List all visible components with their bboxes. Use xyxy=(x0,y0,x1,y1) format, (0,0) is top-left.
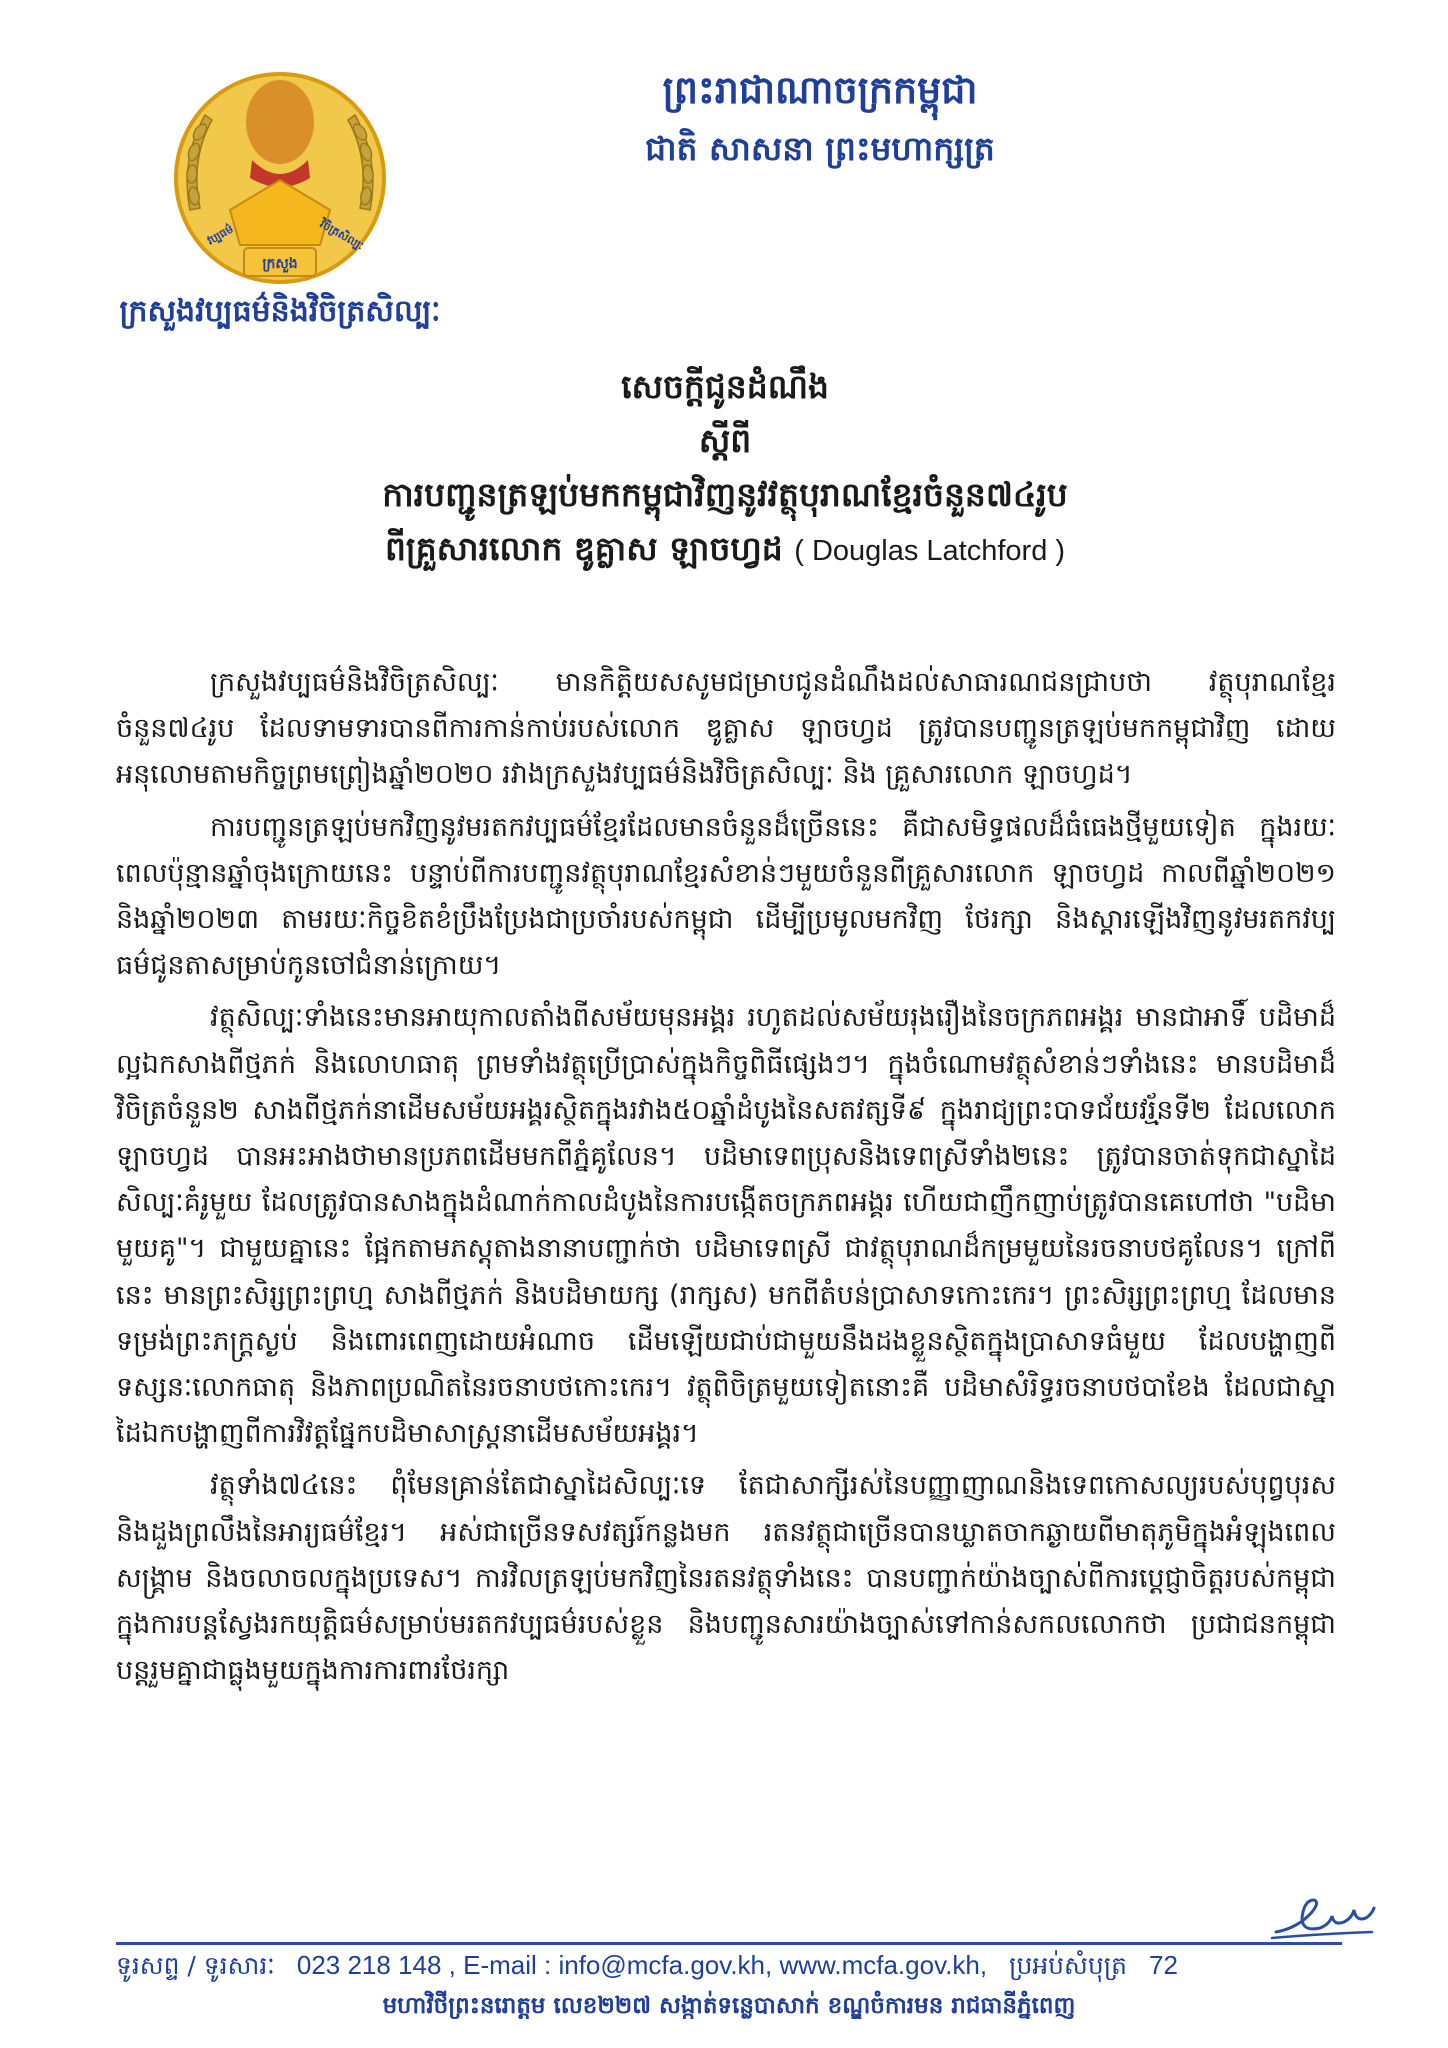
title-line-4 xyxy=(120,522,1330,578)
footer-address: មហាវិថីព្រះនរោត្តម លេខ២២៧ សង្កាត់ទន្លេបាសាក់ ខណ្ឌចំការមន រាជធានីភ្នំពេញ xyxy=(382,1993,1076,2019)
footer-phone-email: 023 218 148 , E-mail : info@mcfa.gov.kh, www.mcfa.gov.kh, xyxy=(296,1950,988,1980)
footer-phone-label: ទូរសព្ទ / ទូរសារៈ xyxy=(116,1951,275,1980)
kingdom-line: ព្រះរាជាណាចក្រកម្ពុជា xyxy=(662,68,978,112)
paragraph-2: ការបញ្ជូនត្រឡប់មកវិញនូវមរតកវប្បធម៌ខ្មែរដែលមានចំនួនដ៏ច្រើននេះ គឺជាសមិទ្ធផលដ៏ធំធេងថ្មីមួយទៀត ក្នុងរយៈពេលប៉ុន្មានឆ្នាំចុងក្រោយនេះ បន្ទាប់ពីការបញ្ជូនវត្ថុបុរាណខ្មែរសំខាន់ៗមួយចំនួនពីគ្រួសារលោក ឡាចហ្វដ កាលពីឆ្នាំ២០២១ និងឆ្នាំ២០២៣ តាមរយៈកិច្ចខិតខំប្រឹងប្រែងជាប្រចាំរបស់កម្ពុជា ដើម្បីប្រមូលមកវិញ ថែរក្សា និងស្តារឡើងវិញនូវមរតកវប្បធម៌ជូនតាសម្រាប់កូនចៅជំនាន់ក្រោយ។ xyxy=(116,811,1336,982)
paragraph-3: វត្ថុសិល្បៈទាំងនេះមានអាយុកាលតាំងពីសម័យមុនអង្គរ រហូតដល់សម័យរុងរឿងនៃចក្រភពអង្គរ មានជាអាទិ៍ បដិមាដ៏ល្អឯកសាងពីថ្មភក់ និងលោហធាតុ ព្រមទាំងវត្ថុប្រើប្រាស់ក្នុងកិច្ចពិធីផ្សេងៗ។ ក្នុងចំណោមវត្ថុសំខាន់ៗទាំងនេះ មានបដិមាដ៏វិចិត្រចំនួន២ សាងពីថ្មភក់នាដើមសម័យអង្គរស្ថិតក្នុងរវាង៥០ឆ្នាំដំបូងនៃសតវត្សទី៩ ក្នុងរាជ្យព្រះបាទជ័យវរ្ម័នទី២ ដែលលោក ឡាចហ្វដ បានអះអាងថាមានប្រភពដើមមកពីភ្នំគូលែន។ បដិមាទេពប្រុសនិងទេពស្រីទាំង២នេះ ត្រូវបានចាត់ទុកជាស្នាដៃសិល្បៈគំរូមួយ ដែលត្រូវបានសាងក្នុងដំណាក់កាលដំបូងនៃការបង្កើតចក្រភពអង្គរ ហើយជាញឹកញាប់ត្រូវបានគេហៅថា "បដិមាមួយគូ"។ ជាមួយគ្នានេះ ផ្អែកតាមភស្តុតាងនានាបញ្ជាក់ថា បដិមាទេពស្រី ជាវត្ថុបុរាណដ៏កម្រមួយនៃរចនាបថគូលែន។ ក្រៅពីនេះ មានព្រះសិរ្សព្រះព្រហ្ម សាងពីថ្មភក់ និងបដិមាយក្ស (រាក្សស) មកពីតំបន់ប្រាសាទកោះកេរ។ ព្រះសិរ្សព្រះព្រហ្ម ដែលមានទម្រង់ព្រះភក្ត្រស្ងប់ និងពោរពេញដោយអំណាច ដើមឡើយជាប់ជាមួយនឹងដងខ្លួនស្ថិតក្នុងប្រាសាទធំមួយ ដែលបង្ហាញពីទស្សនៈលោកធាតុ និងភាពប្រណិតនៃរចនាបថកោះកេរ។ វត្ថុពិចិត្រមួយទៀតនោះគឺ បដិមាសំរិទ្ធរចនាបថបាខែង ដែលជាស្នាដៃឯកបង្ហាញពីការវិវត្តផ្នែកបដិមាសាស្រ្តនាដើមសម័យអង្គរ។ xyxy=(116,1002,1336,1450)
announcement-title xyxy=(120,360,1330,578)
title-line-1: សេចក្ដីជូនដំណឹង xyxy=(621,367,829,406)
announcement-body xyxy=(116,660,1336,1700)
signature-mark xyxy=(1268,1888,1378,1942)
logo-right-text: វិចិត្រសិល្បៈ xyxy=(317,217,366,253)
title-line-2: ស្ដីពី xyxy=(698,421,752,460)
paragraph-1: ក្រសួងវប្បធម៌និងវិចិត្រសិល្បៈ មានកិត្តិយសសូមជម្រាបជូនដំណឹងដល់សាធារណជនជ្រាបថា វត្ថុបុរាណខ្មែរចំនួន៧៤រូប ដែលទាមទារបានពីការកាន់កាប់របស់លោក ឌូគ្លាស ឡាចហ្វដ ត្រូវបានបញ្ជូនត្រឡប់មកកម្ពុជាវិញ ដោយអនុលោមតាមកិច្ចព្រមព្រៀងឆ្នាំ២០២០ រវាងក្រសួងវប្បធម៌និងវិចិត្រសិល្បៈ និង គ្រួសារលោក ឡាចហ្វដ។ xyxy=(116,667,1336,791)
footer-mailbox-number: 72 xyxy=(1149,1950,1178,1980)
paragraph-4: វត្ថុទាំង៧៤នេះ ពុំមែនគ្រាន់តែជាស្នាដៃសិល្បៈទេ តែជាសាក្សីរស់នៃបញ្ញាញាណនិងទេពកោសល្យរបស់បុព្វបុរស និងដួងព្រលឹងនៃអារ្យធម៌ខ្មែរ។ អស់ជាច្រើនទសវត្សរ៍កន្លងមក រតនវត្ថុជាច្រើនបានឃ្លាតចាកឆ្ងាយពីមាតុភូមិក្នុងអំឡុងពេលសង្គ្រាម និងចលាចលក្នុងប្រទេស។ ការវិលត្រឡប់មកវិញនៃរតនវត្ថុទាំងនេះ បានបញ្ជាក់យ៉ាងច្បាស់ពីការប្តេជ្ញាចិត្តរបស់កម្ពុជា ក្នុងការបន្តស្វែងរកយុត្តិធម៌សម្រាប់មរតកវប្បធម៌របស់ខ្លួន និងបញ្ជូនសារយ៉ាងច្បាស់ទៅកាន់សកលលោកថា ប្រជាជនកម្ពុជាបន្តរួមគ្នាជាធ្លុងមួយក្នុងការការពារថែរក្សា xyxy=(116,1470,1336,1687)
title-line-4-latin: ( Douglas Latchford ) xyxy=(794,535,1066,567)
footer-divider xyxy=(116,1942,1342,1945)
ministry-logo xyxy=(160,60,400,300)
logo-bottom-text: ក្រសួង xyxy=(262,256,298,272)
title-line-4-khmer: ពីគ្រួសារលោក ឌូគ្លាស ឡាចហ្វដ xyxy=(384,529,783,568)
footer-contact xyxy=(116,1950,1342,1987)
kingdom-header xyxy=(470,62,1170,174)
title-line-3: ការបញ្ជូនត្រឡប់មកកម្ពុជាវិញនូវវត្ថុបុរាណខ្មែរចំនួន៧៤រូប xyxy=(382,475,1068,514)
footer-mailbox-label: ប្រអប់សំបុត្រ xyxy=(1009,1951,1128,1980)
logo-left-text: វប្បធម៌ xyxy=(204,222,236,248)
ministry-name: ក្រសួងវប្បធម៌និងវិចិត្រសិល្បៈ xyxy=(119,294,441,329)
motto-line: ជាតិ សាសនា ព្រះមហាក្សត្រ xyxy=(645,129,995,168)
